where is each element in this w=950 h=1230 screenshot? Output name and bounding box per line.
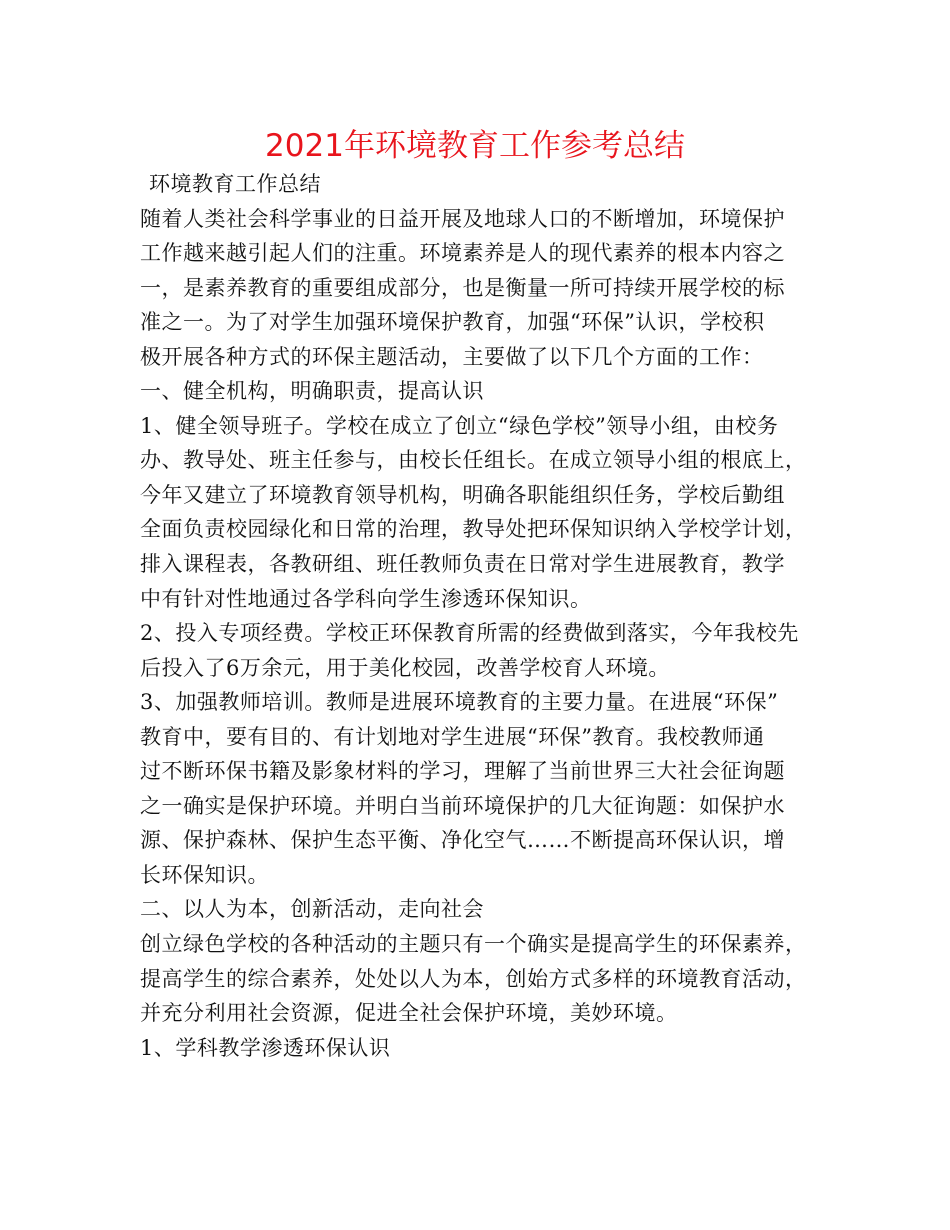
subsection-heading: 1、学科教学渗透环保认识 [140,1035,391,1060]
paragraph-line: 1、健全领导班子。学校在成立了创立“绿色学校”领导小组，由校务 [140,413,779,438]
paragraph-line: 一，是素养教育的重要组成部分，也是衡量一所可持续开展学校的标 [140,275,785,300]
paragraph-line: 工作越来越引起人们的注重。环境素养是人的现代素养的根本内容之 [140,241,785,266]
paragraph-line: 中有针对性地通过各学科向学生渗透环保知识。 [140,586,592,611]
paragraph-line: 创立绿色学校的各种活动的主题只有一个确实是提高学生的环保素养， [140,932,807,957]
section-heading: 一、健全机构，明确职责，提高认识 [140,379,484,404]
paragraph-line: 长环保知识。 [140,862,269,887]
paragraph-line: 之一确实是保护环境。并明白当前环境保护的几大征询题：如保护水 [140,793,785,818]
paragraph-line: 极开展各种方式的环保主题活动，主要做了以下几个方面的工作： [140,344,764,369]
paragraph-line: 2、投入专项经费。学校正环保教育所需的经费做到落实，今年我校先 [140,621,799,646]
paragraph-line: 提高学生的综合素养，处处以人为本，创始方式多样的环境教育活动， [140,966,807,991]
paragraph-line: 今年又建立了环境教育领导机构，明确各职能组织任务，学校后勤组 [140,482,785,507]
paragraph-line: 排入课程表，各教研组、班任教师负责在日常对学生进展教育，教学 [140,552,785,577]
section-heading: 二、以人为本，创新活动，走向社会 [140,897,484,922]
paragraph-line: 准之一。为了对学生加强环境保护教育，加强“环保”认识，学校积 [140,310,765,335]
document-title: 2021年环境教育工作参考总结 [265,128,685,164]
paragraph-line: 随着人类社会科学事业的日益开展及地球人口的不断增加，环境保护 [140,206,785,231]
paragraph-line: 并充分利用社会资源，促进全社会保护环境，美妙环境。 [140,1001,678,1026]
paragraph-line: 3、加强教师培训。教师是进展环境教育的主要力量。在进展“环保” [140,690,779,715]
paragraph-line: 源、保护森林、保护生态平衡、净化空气……不断提高环保认识，增 [140,828,785,853]
document-body [140,167,840,1065]
paragraph-line: 过不断环保书籍及影象材料的学习，理解了当前世界三大社会征询题 [140,759,785,784]
paragraph-line: 办、教导处、班主任参与，由校长任组长。在成立领导小组的根底上， [140,448,807,473]
section-subtitle: 环境教育工作总结 [149,172,321,196]
paragraph-line: 全面负责校园绿化和日常的治理，教导处把环保知识纳入学校学计划， [140,517,807,542]
paragraph-line: 后投入了6万余元，用于美化校园，改善学校育人环境。 [140,655,670,680]
paragraph-line: 教育中，要有目的、有计划地对学生进展“环保”教育。我校教师通 [140,724,765,749]
